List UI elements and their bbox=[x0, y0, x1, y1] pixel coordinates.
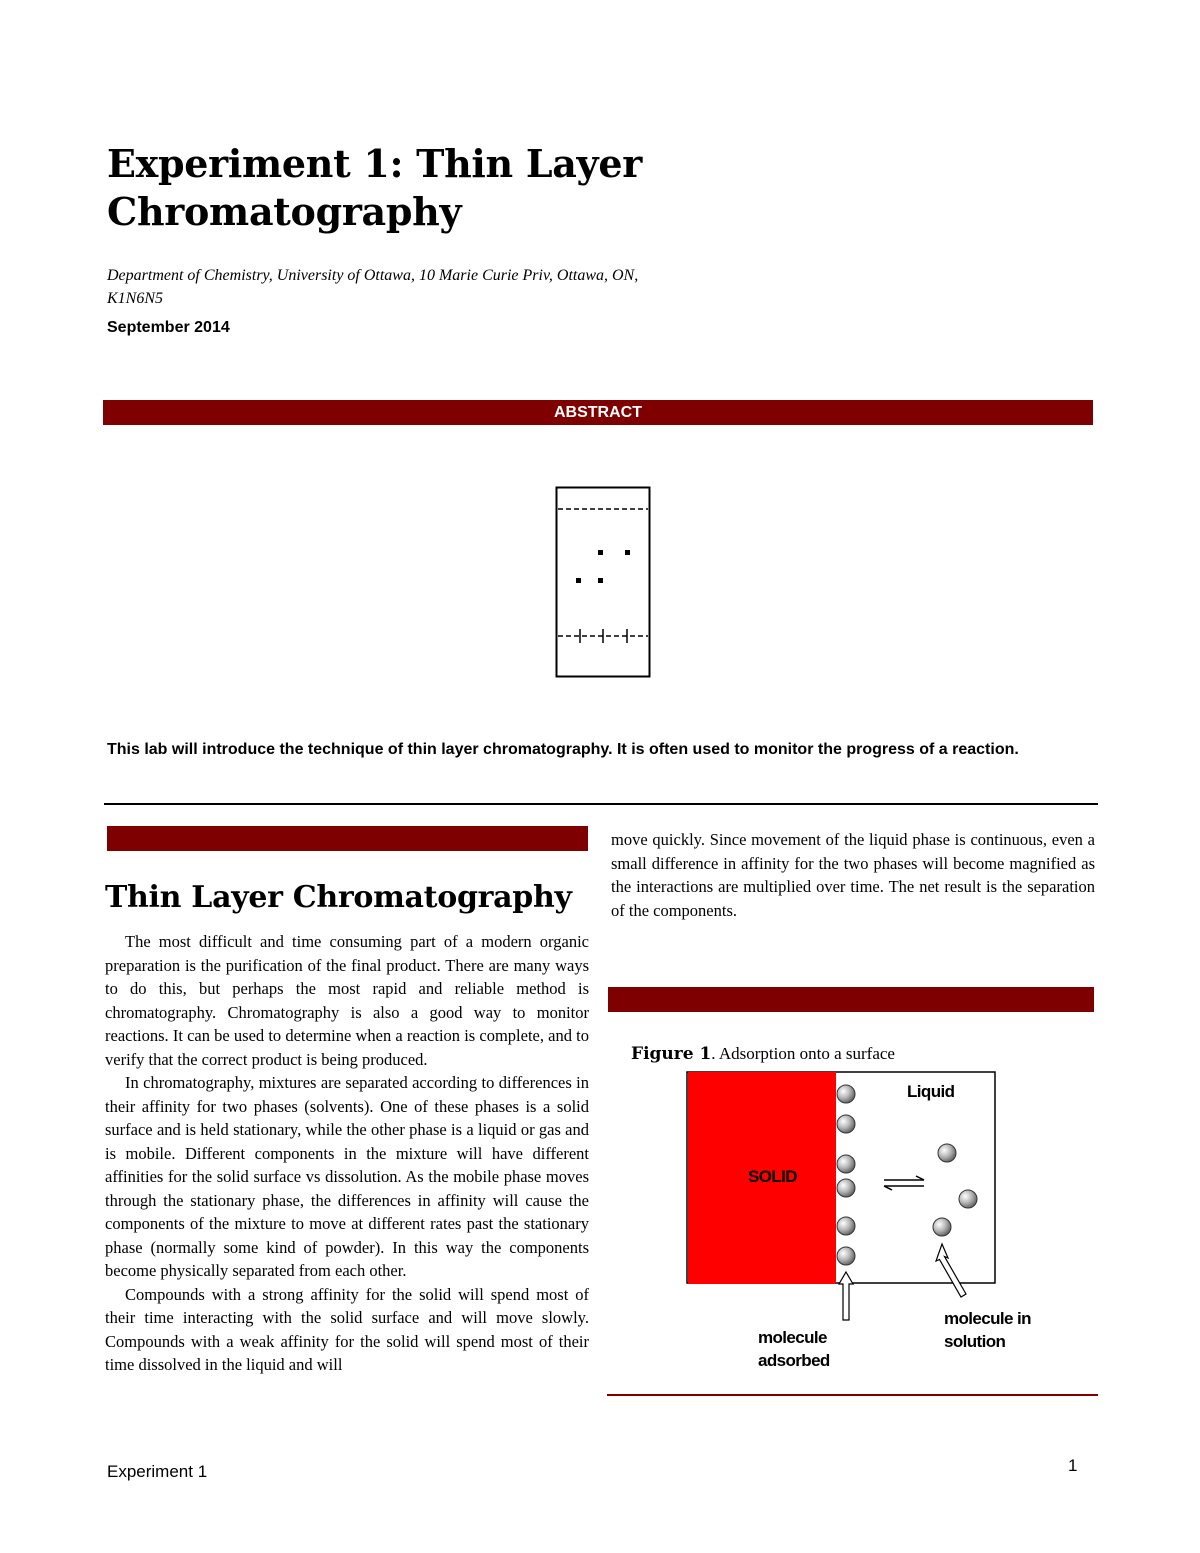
spot-lane3-upper bbox=[625, 550, 630, 555]
solid-label: SOLID bbox=[748, 1167, 797, 1186]
figure-rule bbox=[607, 1394, 1098, 1396]
abstract-text: This lab will introduce the technique of thin layer chromatography. It is often used to monitor the progress of a reaction. bbox=[107, 741, 1019, 758]
page-title bbox=[107, 140, 807, 236]
liquid-label: Liquid bbox=[907, 1082, 955, 1101]
spot-lane2-upper bbox=[598, 550, 603, 555]
affiliation-line-2: K1N6N5 bbox=[107, 290, 164, 307]
paragraph-3: Compounds with a strong affinity for the solid will spend most of their time interacting with the solid surface and will move slowly. Compounds with a weak affinity for the solid will spend most of their time dissolved in the liquid and will bbox=[105, 1284, 589, 1374]
figure-caption-text: . Adsorption onto a surface bbox=[711, 1044, 895, 1063]
paragraph-continuation: move quickly. Since movement of the liquid phase is continuous, even a small difference in affinity for the two phases will become magnified as the interactions are multiplied over time. The net result is the separation of the components. bbox=[611, 830, 1095, 920]
publication-date: September 2014 bbox=[107, 319, 230, 336]
solution-molecule-3 bbox=[933, 1218, 951, 1236]
paragraph-2: In chromatography, mixtures are separated according to differences in their affinity for two phases (solvents). One of these phases is a solid surface and is held stationary, while the other phase is a liquid or gas and is mobile. Different components in the mixture will have different affinities for the solid surface vs dissolution. As the mobile phase moves through the stationary phase, the differences in affinity will cause the components of the mixture to move at different rates past the stationary phase (normally some kind of powder). In this way the components become physically separated from each other. bbox=[105, 1073, 589, 1280]
tlc-plate-diagram bbox=[555, 486, 655, 682]
footer-experiment-label: Experiment 1 bbox=[107, 1462, 208, 1481]
solution-label-line-2: solution bbox=[944, 1332, 1006, 1351]
section-title: Thin Layer Chromatography bbox=[105, 880, 572, 915]
solution-label-line-1: molecule in bbox=[944, 1309, 1031, 1328]
title-line-1: Experiment 1: Thin Layer bbox=[107, 141, 642, 186]
adsorbed-molecule-6 bbox=[837, 1247, 855, 1265]
adsorbed-molecule-1 bbox=[837, 1085, 855, 1103]
right-column-bar bbox=[608, 987, 1094, 1012]
spot-lane1 bbox=[576, 578, 581, 583]
adsorption-figure bbox=[686, 1070, 1031, 1380]
adsorbed-molecule-4 bbox=[837, 1179, 855, 1197]
affiliation bbox=[107, 264, 807, 310]
adsorbed-molecule-3 bbox=[837, 1155, 855, 1173]
affiliation-line-1: Department of Chemistry, University of Ottawa, 10 Marie Curie Priv, Ottawa, ON, bbox=[107, 267, 639, 284]
solution-molecule-2 bbox=[959, 1190, 977, 1208]
paragraph-1: The most difficult and time consuming part of a modern organic preparation is the purification of the final product. There are many ways to do this, but perhaps the most rapid and reliable method is chromatography. Chromatography is also a good way to monitor reactions. It can be used to determine when a reaction is complete, and to verify that the correct product is being produced. bbox=[105, 932, 589, 1069]
right-column-text bbox=[611, 828, 1095, 922]
adsorbed-molecule-5 bbox=[837, 1217, 855, 1235]
title-line-2: Chromatography bbox=[107, 189, 462, 234]
left-column-bar bbox=[107, 826, 588, 851]
left-column-text bbox=[105, 930, 589, 1377]
figure-label: Figure 1 bbox=[631, 1044, 712, 1064]
adsorbed-label-line-2: adsorbed bbox=[758, 1351, 830, 1370]
abstract-heading: ABSTRACT bbox=[103, 400, 1093, 425]
section-divider bbox=[104, 803, 1098, 805]
adsorbed-molecule-2 bbox=[837, 1115, 855, 1133]
page-number: 1 bbox=[1068, 1456, 1078, 1475]
adsorbed-label-line-1: molecule bbox=[758, 1328, 827, 1347]
spot-lane2-lower bbox=[598, 578, 603, 583]
figure-caption bbox=[631, 1044, 895, 1064]
solution-molecule-1 bbox=[938, 1144, 956, 1162]
